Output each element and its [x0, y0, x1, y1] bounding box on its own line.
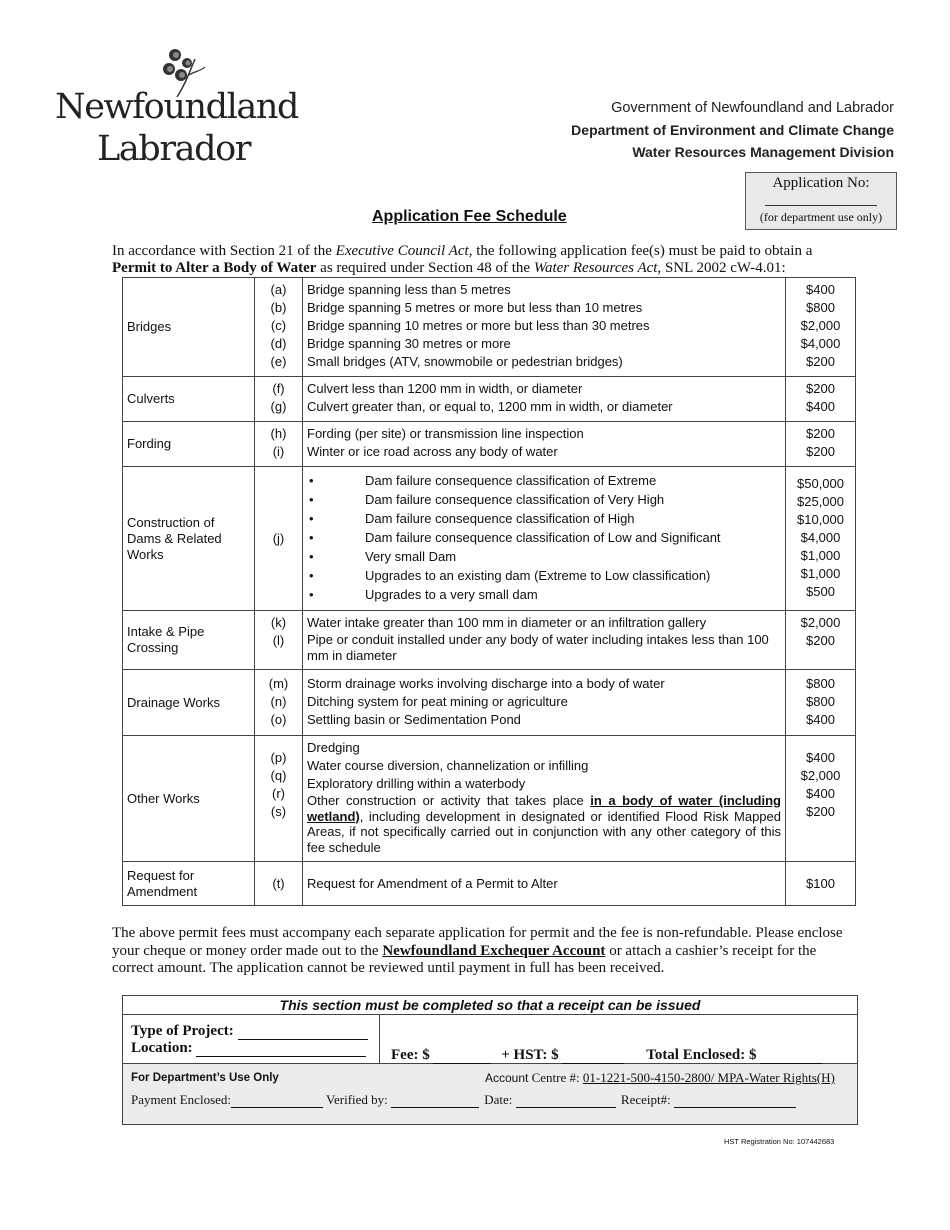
description-cell: Bridge spanning less than 5 metres Bridge spanning 5 metres or more but less than 10 metres Bridge spanning 10 metres or more but less than 30 metres Bridge spanning 30 metres or more Small bridges (ATV, snowmobile or pedestrian bridges) — [303, 278, 786, 377]
hst-label: + HST: $ — [501, 1047, 559, 1063]
location-input[interactable] — [196, 1042, 366, 1057]
list-item: • Dam failure consequence classification of Very High — [309, 492, 665, 507]
category-cell: Request for Amendment — [123, 862, 255, 906]
code-cell: (f) (g) — [255, 377, 303, 422]
project-fields — [131, 1023, 368, 1057]
logo-text-labrador: Labrador — [97, 129, 251, 169]
department-use-section — [123, 1064, 857, 1124]
list-item: • Dam failure consequence classification of Extreme — [309, 473, 657, 488]
payment-instructions: The above permit fees must accompany each separate application for permit and the fee is non-refundable. Please enclose your cheque or money order made out to the Newfoundland Exchequer Account or attach a cashier’s receipt for the correct amount. The application cannot be reviewed until payment in full has been received. — [112, 925, 843, 976]
code-cell: (m) (n) (o) — [255, 670, 303, 736]
payment-enclosed-label: Payment Enclosed: — [131, 1092, 232, 1107]
receipt-number-label: Receipt#: — [620, 1092, 671, 1107]
code-cell: (p) (q) (r) (s) — [255, 736, 303, 862]
page-title: Application Fee Schedule — [372, 208, 567, 225]
fee-fields — [391, 1047, 822, 1064]
table-row-dams — [123, 467, 856, 611]
code-cell: (j) — [255, 467, 303, 611]
division-name: Water Resources Management Division — [632, 144, 894, 160]
location-label: Location: — [131, 1040, 193, 1056]
description-cell — [303, 467, 786, 611]
table-row-culverts — [123, 377, 856, 422]
department-use-label: For Department’s Use Only — [131, 1072, 279, 1084]
fee-cell: $50,000 $25,000 $10,000 $4,000 $1,000 $1,000 $500 — [786, 467, 856, 611]
description-cell: Water intake greater than 100 mm in diameter or an infiltration gallery Pipe or conduit installed under any body of water including intakes less than 100 mm in diameter — [303, 611, 786, 670]
receipt-heading: This section must be completed so that a receipt can be issued — [123, 996, 857, 1015]
department-name: Department of Environment and Climate Change — [571, 122, 894, 138]
department-use-fields — [131, 1092, 796, 1108]
receipt-number-input[interactable] — [674, 1095, 796, 1108]
list-item: • Dam failure consequence classification of High — [309, 511, 635, 526]
payment-enclosed-input[interactable] — [231, 1095, 323, 1108]
logo-text-newfoundland: Newfoundland — [55, 87, 299, 127]
newfoundland-labrador-logo — [55, 45, 299, 170]
code-cell: (t) — [255, 862, 303, 906]
application-number-note: (for department use only) — [759, 210, 883, 224]
application-number-box — [745, 172, 897, 230]
category-cell: Drainage Works — [123, 670, 255, 736]
category-cell: Bridges — [123, 278, 255, 377]
table-row-bridges — [123, 278, 856, 377]
code-cell: (k) (l) — [255, 611, 303, 670]
government-name: Government of Newfoundland and Labrador — [611, 100, 894, 116]
list-item: • Upgrades to an existing dam (Extreme to Low classification) — [309, 568, 711, 583]
type-of-project-label: Type of Project: — [131, 1023, 234, 1039]
type-of-project-input[interactable] — [238, 1025, 368, 1040]
description-cell: Dredging Water course diversion, channelization or infilling Exploratory drilling within a waterbody Other construction or activity that takes place in a body of water (including wetland), including development in designated or identified Flood Risk Mapped Areas, if not specifically carried out in conjunction with any other category of this fee schedule — [303, 736, 786, 862]
account-centre: Account Centre #: 01-1221-500-4150-2800/ MPA-Water Rights(H) — [485, 1070, 835, 1085]
table-row-other-works — [123, 736, 856, 862]
verified-by-label: Verified by: — [326, 1092, 388, 1107]
description-cell: Culvert less than 1200 mm in width, or diameter Culvert greater than, or equal to, 1200 mm in width, or diameter — [303, 377, 786, 422]
date-input[interactable] — [516, 1095, 616, 1108]
table-row-intake — [123, 611, 856, 670]
description-cell: Fording (per site) or transmission line inspection Winter or ice road across any body of water — [303, 422, 786, 467]
date-label: Date: — [484, 1092, 513, 1107]
table-row-fording — [123, 422, 856, 467]
category-cell: Other Works — [123, 736, 255, 862]
code-cell: (a) (b) (c) (d) (e) — [255, 278, 303, 377]
fee-input[interactable] — [433, 1049, 491, 1064]
intro-paragraph: In accordance with Section 21 of the Executive Council Act, the following application fee(s) must be paid to obtain a Permit to Alter a Body of Water as required under Section 48 of the Water Resources Act, SNL 2002 cW-4.01: — [112, 243, 813, 276]
category-cell: Culverts — [123, 377, 255, 422]
category-cell: Intake & Pipe Crossing — [123, 611, 255, 670]
category-cell: Fording — [123, 422, 255, 467]
fee-cell: $400 $2,000 $400 $200 — [786, 736, 856, 862]
receipt-fields — [123, 1015, 857, 1064]
list-item: • Dam failure consequence classification of Low and Significant — [309, 530, 721, 545]
total-label: Total Enclosed: $ — [646, 1047, 757, 1063]
hst-input[interactable] — [562, 1049, 624, 1064]
total-input[interactable] — [760, 1049, 822, 1064]
category-cell: Construction of Dams & Related Works — [123, 467, 255, 611]
description-cell: Request for Amendment of a Permit to Alter — [303, 862, 786, 906]
code-cell: (h) (i) — [255, 422, 303, 467]
fee-schedule-table — [122, 277, 856, 906]
fee-cell: $400 $800 $2,000 $4,000 $200 — [786, 278, 856, 377]
fee-cell: $800 $800 $400 — [786, 670, 856, 736]
hst-registration: HST Registration No: 107442683 — [724, 1137, 835, 1146]
divider — [379, 1015, 380, 1063]
fee-cell: $200 $200 — [786, 422, 856, 467]
table-row-drainage — [123, 670, 856, 736]
fee-cell: $100 — [786, 862, 856, 906]
application-number-label: Application No: — [772, 175, 870, 191]
fee-cell: $200 $400 — [786, 377, 856, 422]
application-number-field[interactable] — [765, 195, 877, 206]
receipt-section — [122, 995, 858, 1125]
list-item: • Upgrades to a very small dam — [309, 587, 538, 602]
list-item: • Very small Dam — [309, 549, 457, 564]
table-row-amendment — [123, 862, 856, 906]
fee-cell: $2,000 $200 — [786, 611, 856, 670]
description-cell: Storm drainage works involving discharge into a body of water Ditching system for peat mining or agriculture Settling basin or Sedimentation Pond — [303, 670, 786, 736]
header-block — [571, 97, 894, 163]
fee-label: Fee: $ — [391, 1047, 430, 1063]
verified-by-input[interactable] — [391, 1095, 479, 1108]
